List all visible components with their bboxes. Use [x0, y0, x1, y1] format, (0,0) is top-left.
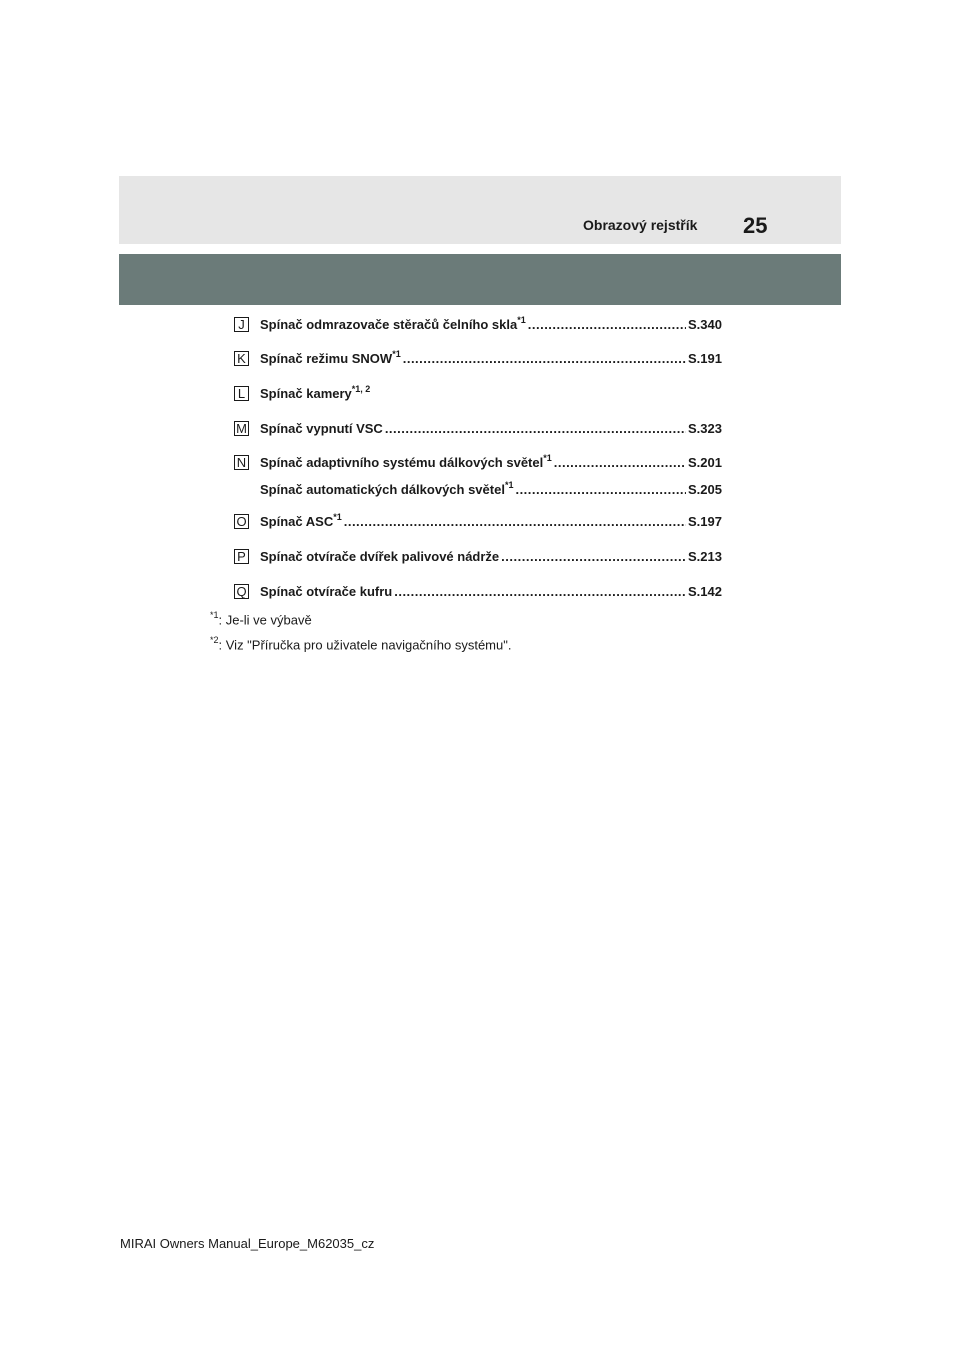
footnote-ref: *1 — [392, 348, 401, 359]
entry-label: Spínač otvírače kufru — [260, 584, 393, 599]
entry-label: Spínač odmrazovače stěračů čelního skla$^{*1}$ — [260, 314, 526, 332]
leader-dots — [385, 421, 686, 437]
page-reference[interactable]: S.142 — [688, 584, 722, 599]
index-letter-box: O — [234, 514, 249, 529]
index-entry[interactable] — [234, 348, 722, 369]
section-title: Obrazový rejstřík — [583, 217, 698, 233]
footnote — [210, 636, 511, 652]
page-reference[interactable]: S.205 — [688, 482, 722, 497]
footnote-text: : Je-li ve výbavě — [218, 612, 312, 628]
footnote-ref: *1 — [517, 314, 526, 325]
index-entry[interactable] — [234, 511, 722, 532]
page-number: 25 — [743, 213, 768, 238]
index-entry[interactable] — [234, 549, 722, 567]
footnote-mark: *2 — [210, 635, 219, 645]
entry-label: Spínač režimu SNOW$^{*1}$ — [260, 348, 401, 366]
index-entry[interactable] — [234, 421, 722, 439]
footnote-text: : Viz "Příručka pro uživatele navigačního systému". — [218, 637, 512, 653]
index-entry — [234, 383, 722, 404]
index-letter-box: K — [234, 351, 249, 366]
entry-label: Spínač ASC$^{*1}$ — [260, 511, 342, 529]
footnote-mark: *1 — [210, 610, 219, 620]
header-band — [119, 176, 841, 244]
index-letter-box: L — [234, 386, 249, 401]
leader-dots — [528, 317, 686, 333]
index-entry[interactable] — [234, 314, 722, 335]
section-banner — [119, 254, 841, 305]
document-footer: MIRAI Owners Manual_Europe_M62035_cz — [120, 1236, 375, 1251]
index-letter-box: Q — [234, 584, 249, 599]
footnote — [210, 611, 312, 627]
index-entry[interactable] — [234, 452, 722, 473]
page-reference[interactable]: S.340 — [688, 317, 722, 332]
index-letter-box: J — [234, 317, 249, 332]
index-letter-box: P — [234, 549, 249, 564]
page-reference[interactable]: S.197 — [688, 514, 722, 529]
leader-dots — [501, 549, 686, 565]
page-reference[interactable]: S.191 — [688, 351, 722, 366]
entry-label: Spínač adaptivního systému dálkových světel$^{*1}$ — [260, 452, 552, 470]
entry-label: Spínač otvírače dvířek palivové nádrže — [260, 549, 500, 564]
entry-label: Spínač automatických dálkových světel$^{*1}$ — [260, 479, 514, 497]
leader-dots — [554, 455, 686, 471]
footnote-ref: *1 — [504, 479, 514, 490]
footnote-ref: *1, 2 — [351, 383, 371, 394]
leader-dots — [403, 351, 686, 367]
page-reference[interactable]: S.323 — [688, 421, 722, 436]
footnote-ref: *1 — [333, 511, 342, 522]
page-reference[interactable]: S.213 — [688, 549, 722, 564]
page-reference[interactable]: S.201 — [688, 455, 722, 470]
entry-label: Spínač kamery$^{*1, 2}$ — [260, 383, 371, 401]
footnote-ref: *1 — [543, 452, 552, 463]
leader-dots — [344, 514, 686, 530]
index-letter-box: N — [234, 455, 249, 470]
index-letter-box: M — [234, 421, 249, 436]
leader-dots — [515, 482, 686, 498]
entry-label: Spínač vypnutí VSC — [260, 421, 383, 436]
leader-dots — [394, 584, 686, 600]
index-entry[interactable] — [234, 584, 722, 602]
index-entry[interactable] — [234, 479, 722, 500]
